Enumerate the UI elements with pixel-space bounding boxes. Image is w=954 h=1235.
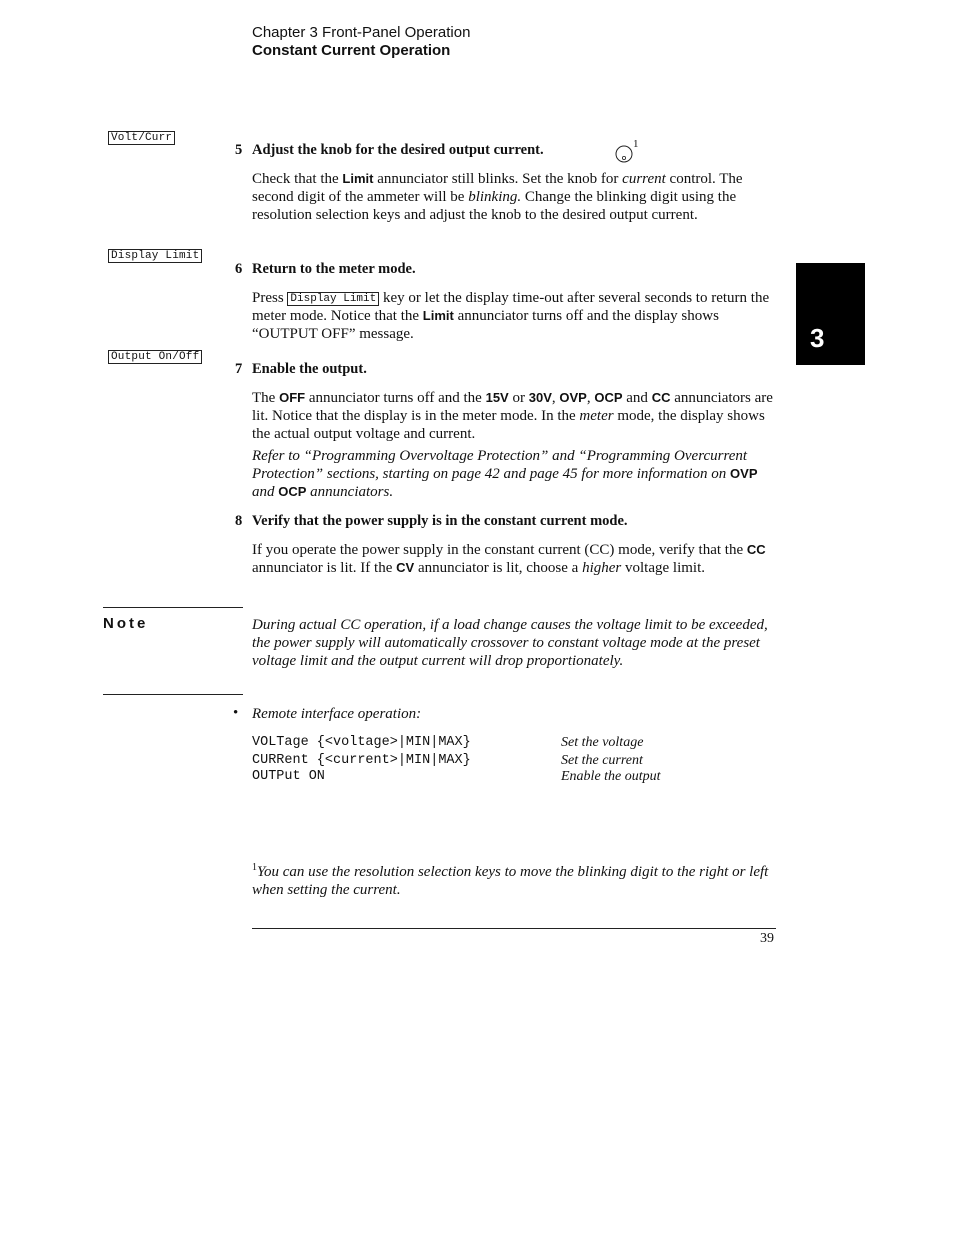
command-current: CURRent {<current>|MIN|MAX} — [252, 753, 471, 768]
step-title: Return to the meter mode. — [252, 261, 416, 277]
text-run: annunciator is lit, choose a — [414, 560, 583, 576]
text-run: The — [252, 390, 280, 406]
text-run: key or let the display time-out after several seconds to return the meter mode. Notice that the — [252, 290, 770, 324]
text-run: annunciator turns off and the — [305, 390, 486, 406]
text-run: and — [252, 484, 279, 500]
ovp-annunciator: OVP — [730, 466, 758, 481]
limit-annunciator: Limit — [342, 171, 374, 186]
ocp-annunciator: OCP — [594, 390, 623, 405]
off-annunciator: OFF — [279, 390, 306, 405]
step-title: Verify that the power supply is in the constant current mode. — [252, 513, 628, 529]
display-limit-key: Display Limit — [108, 249, 202, 263]
chapter-tab-number: 3 — [810, 323, 825, 353]
limit-annunciator: Limit — [422, 308, 454, 323]
note-bottom-rule — [103, 694, 243, 695]
step-number: 8 — [235, 513, 243, 529]
text-run: or — [508, 390, 529, 406]
footnote-mark: 1 — [252, 862, 257, 873]
text-run: mode, the display shows the actual output voltage and current. — [252, 408, 765, 442]
text-run: voltage limit. — [621, 560, 705, 576]
footnote-text: You can use the resolution selection keys to move the blinking digit to the right or left when setting the current. — [252, 864, 769, 898]
command-voltage: VOLTage {<voltage>|MIN|MAX} — [252, 735, 471, 750]
text-run: and — [622, 390, 652, 406]
text-run: Press — [252, 290, 288, 306]
text-run: , — [586, 390, 595, 406]
text-run: annunciator still blinks. Set the knob for — [373, 171, 623, 187]
text-run: Refer to “Programming Overvoltage Protection” and “Programming Overcurrent Protection” sections, starting on page 42 and page 45 for more information on — [252, 448, 748, 482]
text-run: Change the blinking digit using the resolution selection keys and adjust the knob to the desired output current. — [252, 189, 737, 223]
text-run: If you operate the power supply in the constant current (CC) mode, verify that the — [252, 542, 747, 558]
command-description: Enable the output — [561, 769, 661, 784]
step-6-heading — [235, 261, 416, 278]
step-6-body — [252, 289, 776, 343]
volt-curr-key: Volt/Curr — [108, 131, 175, 145]
display-limit-inline-key: Display Limit — [287, 292, 379, 306]
step-number: 6 — [235, 261, 243, 277]
ocp-annunciator: OCP — [278, 484, 307, 499]
step-7-body — [252, 389, 776, 443]
bullet: • — [233, 705, 239, 721]
footnote — [252, 859, 772, 899]
footer-rule — [252, 928, 776, 929]
emphasis: blinking. — [468, 189, 522, 205]
emphasis: higher — [582, 560, 622, 576]
text-run: annunciator turns off and the display shows “OUTPUT OFF” message. — [252, 308, 719, 342]
cc-annunciator: CC — [651, 390, 671, 405]
step-title: Adjust the knob for the desired output current. — [252, 142, 544, 158]
command-output: OUTPut ON — [252, 769, 325, 784]
text-run: Check that the — [252, 171, 343, 187]
footnote-reference: 1 — [633, 138, 639, 150]
emphasis: meter — [579, 408, 614, 424]
step-title: Enable the output. — [252, 361, 367, 377]
30v-annunciator: 30V — [528, 390, 552, 405]
remote-interface-label: Remote interface operation: — [252, 706, 422, 722]
cc-annunciator: CC — [746, 542, 766, 557]
command-description: Set the voltage — [561, 735, 644, 750]
command-description: Set the current — [561, 753, 643, 768]
step-number: 7 — [235, 361, 243, 377]
step-5-body — [252, 170, 776, 224]
chapter-tab — [796, 263, 865, 365]
page-number: 39 — [760, 931, 774, 946]
text-run: control. The second digit of the ammeter will be — [252, 171, 743, 205]
step-8-body — [252, 541, 776, 577]
text-run: annunciators are lit. Notice that the display is in the meter mode. In the — [252, 390, 773, 424]
15v-annunciator: 15V — [485, 390, 509, 405]
note-text: During actual CC operation, if a load change causes the voltage limit to be exceeded, the power supply will automatically crossover to constant voltage mode at the preset voltage limit and the output current will drop proportionately. — [252, 617, 768, 669]
chapter-header: Chapter 3 Front-Panel Operation — [252, 24, 471, 41]
emphasis: current — [622, 171, 666, 187]
note-top-rule — [103, 607, 243, 608]
section-title: Constant Current Operation — [252, 42, 451, 59]
step-8-heading — [235, 513, 628, 530]
step-7-heading — [235, 361, 367, 378]
note-label: Note — [103, 615, 149, 632]
text-run: annunciators. — [306, 484, 394, 500]
knob-icon — [614, 144, 634, 164]
ovp-annunciator: OVP — [559, 390, 587, 405]
output-on-off-key: Output On/Off — [108, 350, 202, 364]
step-number: 5 — [235, 142, 243, 158]
step-5-heading — [235, 142, 544, 159]
step-7-reference — [252, 447, 776, 501]
text-run: annunciator is lit. If the — [252, 560, 397, 576]
cv-annunciator: CV — [396, 560, 415, 575]
text-run: , — [551, 390, 560, 406]
